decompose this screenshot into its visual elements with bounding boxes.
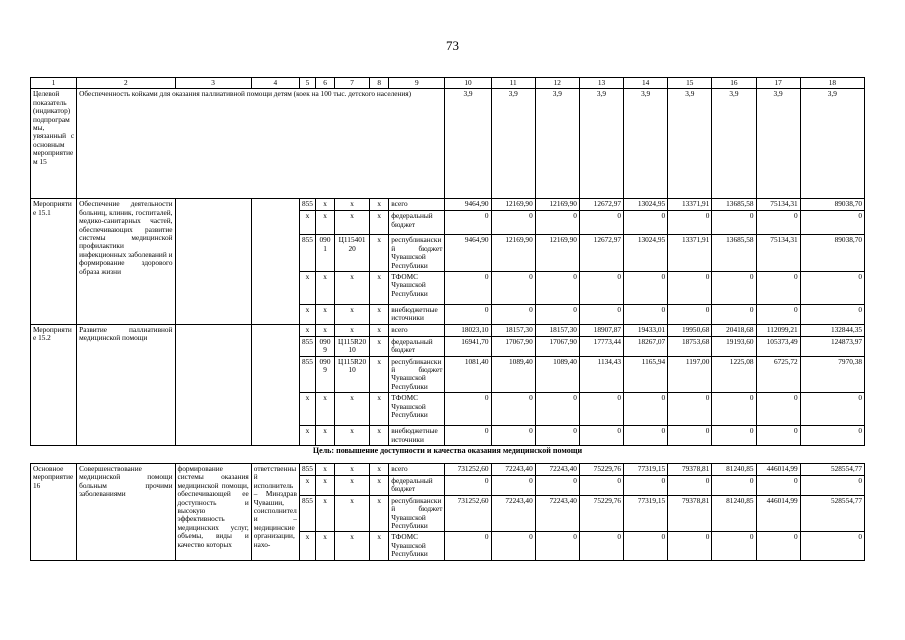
column-number: 16: [712, 78, 756, 89]
value-cell: 13371,91: [668, 199, 712, 211]
value-cell: 0: [445, 305, 491, 325]
value-cell: 1089,40: [491, 356, 535, 393]
value-cell: 0: [756, 305, 800, 325]
value-cell: 0: [579, 532, 623, 560]
column-number: 3: [175, 78, 251, 89]
value-cell: 0: [579, 426, 623, 446]
measure-row: [31, 199, 865, 211]
main-event-row: [31, 464, 865, 476]
value-cell: 18157,30: [535, 324, 579, 336]
value-cell: 0: [712, 476, 756, 496]
value-cell: 1134,43: [579, 356, 623, 393]
indicator-row: [31, 89, 865, 199]
value-cell: 75134,31: [756, 235, 800, 272]
table-cell: x: [370, 356, 389, 393]
table-cell: 855: [299, 235, 315, 272]
value-cell: 0: [800, 393, 864, 426]
value-cell: 72243,40: [491, 464, 535, 476]
indicator-value: 3,9: [800, 89, 864, 199]
indicator-value: 3,9: [624, 89, 668, 199]
table-cell: x: [370, 476, 389, 496]
value-cell: 18157,30: [491, 324, 535, 336]
measure-name: Развитие паллиативной медицинской помощи: [77, 324, 175, 445]
value-cell: 0: [712, 272, 756, 305]
table-cell: x: [299, 211, 315, 235]
table-cell: 0909: [315, 356, 334, 393]
value-cell: 0: [800, 532, 864, 560]
value-cell: 105373,49: [756, 336, 800, 356]
value-cell: 75134,31: [756, 199, 800, 211]
value-cell: 18023,10: [445, 324, 491, 336]
table-cell: x: [370, 235, 389, 272]
value-cell: 12169,90: [535, 199, 579, 211]
value-cell: 13685,58: [712, 235, 756, 272]
value-cell: 17067,90: [491, 336, 535, 356]
table-cell: 0909: [315, 336, 334, 356]
indicator-value: 3,9: [668, 89, 712, 199]
table-cell: 855: [299, 495, 315, 532]
value-cell: 0: [624, 476, 668, 496]
value-cell: 12169,90: [491, 199, 535, 211]
table-cell: 855: [299, 336, 315, 356]
value-cell: 9464,90: [445, 235, 491, 272]
value-cell: 112099,21: [756, 324, 800, 336]
main-event-name: Совершенствование медицинской помощи больным прочими заболеваниями: [77, 464, 175, 561]
value-cell: 0: [668, 393, 712, 426]
value-cell: 0: [535, 476, 579, 496]
table-cell: x: [335, 199, 370, 211]
table-cell: 0901: [315, 235, 334, 272]
value-cell: 0: [491, 426, 535, 446]
value-cell: 1165,94: [624, 356, 668, 393]
value-cell: 79378,81: [668, 464, 712, 476]
table-cell: x: [299, 532, 315, 560]
value-cell: 6725,72: [756, 356, 800, 393]
value-cell: 0: [579, 272, 623, 305]
value-cell: 19433,01: [624, 324, 668, 336]
main-event-responsible: ответственный исполнитель – Минздрав Чувашии, соисполнители – медицинские организации, нахо-: [251, 464, 299, 561]
value-cell: 12672,97: [579, 199, 623, 211]
value-cell: 0: [535, 272, 579, 305]
funding-source: внебюджетные источники: [389, 426, 445, 446]
indicator-value: 3,9: [445, 89, 491, 199]
table-cell: Ц115R20 10: [335, 356, 370, 393]
value-cell: 0: [445, 426, 491, 446]
value-cell: 0: [624, 272, 668, 305]
table-cell: x: [335, 464, 370, 476]
table-cell: x: [370, 324, 389, 336]
value-cell: 0: [756, 393, 800, 426]
value-cell: 0: [491, 476, 535, 496]
column-number: 8: [370, 78, 389, 89]
value-cell: 0: [624, 393, 668, 426]
column-number: 13: [579, 78, 623, 89]
funding-source: ТФОМС Чувашской Республики: [389, 272, 445, 305]
funding-source: республиканский бюджет Чувашской Республики: [389, 495, 445, 532]
table-cell: x: [315, 495, 334, 532]
value-cell: 528554,77: [800, 495, 864, 532]
value-cell: 0: [668, 476, 712, 496]
indicator-value: 3,9: [712, 89, 756, 199]
value-cell: 731252,60: [445, 495, 491, 532]
value-cell: 12169,90: [491, 235, 535, 272]
value-cell: 0: [579, 393, 623, 426]
indicator-value: 3,9: [535, 89, 579, 199]
value-cell: 528554,77: [800, 464, 864, 476]
column-number: 11: [491, 78, 535, 89]
value-cell: 81240,85: [712, 495, 756, 532]
responsible-cell: [175, 324, 251, 445]
funding-source: всего: [389, 464, 445, 476]
table-cell: x: [335, 324, 370, 336]
funding-source: всего: [389, 324, 445, 336]
table-cell: x: [370, 532, 389, 560]
funding-source: ТФОМС Чувашской Республики: [389, 393, 445, 426]
value-cell: 0: [445, 393, 491, 426]
funding-source: всего: [389, 199, 445, 211]
value-cell: 77319,15: [624, 464, 668, 476]
table-cell: x: [315, 199, 334, 211]
column-number: 9: [389, 78, 445, 89]
indicator-value: 3,9: [756, 89, 800, 199]
column-number: 7: [335, 78, 370, 89]
value-cell: 0: [624, 211, 668, 235]
table-cell: 855: [299, 464, 315, 476]
value-cell: 0: [535, 305, 579, 325]
column-number: 12: [535, 78, 579, 89]
responsible-cell: [175, 199, 251, 324]
value-cell: 0: [624, 426, 668, 446]
value-cell: 446014,99: [756, 495, 800, 532]
table-cell: x: [335, 272, 370, 305]
value-cell: 19950,68: [668, 324, 712, 336]
funding-source: федеральный бюджет: [389, 211, 445, 235]
value-cell: 0: [491, 393, 535, 426]
value-cell: 18907,87: [579, 324, 623, 336]
column-number-row: [31, 78, 865, 89]
funding-source: федеральный бюджет: [389, 476, 445, 496]
table-cell: x: [315, 272, 334, 305]
value-cell: 0: [445, 211, 491, 235]
value-cell: 72243,40: [535, 495, 579, 532]
value-cell: 12672,97: [579, 235, 623, 272]
value-cell: 18267,07: [624, 336, 668, 356]
value-cell: 0: [756, 272, 800, 305]
value-cell: 1197,00: [668, 356, 712, 393]
value-cell: 0: [712, 393, 756, 426]
value-cell: 0: [491, 532, 535, 560]
value-cell: 17067,90: [535, 336, 579, 356]
measure-label: Мероприятие 15.1: [31, 199, 77, 324]
value-cell: 0: [579, 211, 623, 235]
table-cell: x: [315, 426, 334, 446]
value-cell: 0: [535, 393, 579, 426]
value-cell: 79378,81: [668, 495, 712, 532]
value-cell: 7970,38: [800, 356, 864, 393]
table-cell: x: [299, 272, 315, 305]
funding-source: ТФОМС Чувашской Республики: [389, 532, 445, 560]
value-cell: 0: [668, 532, 712, 560]
program-table: [30, 77, 865, 446]
value-cell: 0: [579, 476, 623, 496]
table-cell: x: [370, 464, 389, 476]
value-cell: 13685,58: [712, 199, 756, 211]
measure-label: Мероприятие 15.2: [31, 324, 77, 445]
value-cell: 0: [535, 426, 579, 446]
value-cell: 19193,60: [712, 336, 756, 356]
value-cell: 0: [800, 272, 864, 305]
value-cell: 75229,76: [579, 464, 623, 476]
value-cell: 0: [756, 426, 800, 446]
value-cell: 0: [712, 532, 756, 560]
table-cell: Ц115R20 10: [335, 336, 370, 356]
value-cell: 0: [668, 426, 712, 446]
indicator-text: Обеспеченность койками для оказания паллиативной помощи детям (коек на 100 тыс. детского населения): [77, 89, 445, 199]
measure-name: Обеспечение деятельности больниц, клиник, госпиталей, медико-санитарных частей, обеспечивающих развитие системы медицинской профилактики инфекционных заболеваний и формирование здорового образа жизни: [77, 199, 175, 324]
value-cell: 81240,85: [712, 464, 756, 476]
main-event-task: формирование системы оказания медицинской помощи, обеспечивающей ее доступность и высокую эффективность медицинских услуг, объемы, виды и качество которых: [175, 464, 251, 561]
value-cell: 0: [535, 211, 579, 235]
table-cell: x: [335, 211, 370, 235]
column-number: 15: [668, 78, 712, 89]
value-cell: 17773,44: [579, 336, 623, 356]
value-cell: 72243,40: [535, 464, 579, 476]
indicator-value: 3,9: [491, 89, 535, 199]
task-cell: [251, 324, 299, 445]
value-cell: 0: [491, 305, 535, 325]
goal-heading: Цель: повышение доступности и качества оказания медицинской помощи: [312, 446, 583, 455]
column-number: 2: [77, 78, 175, 89]
table-cell: x: [299, 476, 315, 496]
indicator-value: 3,9: [579, 89, 623, 199]
value-cell: 13371,91: [668, 235, 712, 272]
value-cell: 1089,40: [535, 356, 579, 393]
value-cell: 9464,90: [445, 199, 491, 211]
value-cell: 0: [800, 426, 864, 446]
funding-source: федеральный бюджет: [389, 336, 445, 356]
table-cell: x: [335, 305, 370, 325]
table-cell: x: [315, 211, 334, 235]
table-cell: x: [335, 532, 370, 560]
column-number: 17: [756, 78, 800, 89]
table-cell: x: [370, 305, 389, 325]
value-cell: 0: [712, 305, 756, 325]
column-number: 6: [315, 78, 334, 89]
table-cell: x: [370, 211, 389, 235]
value-cell: 0: [756, 532, 800, 560]
table-cell: x: [299, 393, 315, 426]
table-cell: x: [370, 495, 389, 532]
table-cell: x: [370, 393, 389, 426]
value-cell: 0: [712, 211, 756, 235]
table-cell: x: [299, 305, 315, 325]
column-number: 14: [624, 78, 668, 89]
table-cell: x: [370, 199, 389, 211]
table-cell: x: [315, 476, 334, 496]
table-cell: x: [299, 426, 315, 446]
table-cell: 855: [299, 356, 315, 393]
table-cell: x: [315, 305, 334, 325]
value-cell: 0: [579, 305, 623, 325]
value-cell: 0: [756, 476, 800, 496]
table-cell: x: [315, 464, 334, 476]
indicator-label: Целевой показатель (индикатор) подпрограммы, увязанный с основным мероприятием 15: [31, 89, 77, 199]
measure-row: [31, 324, 865, 336]
value-cell: 0: [800, 211, 864, 235]
table-cell: x: [299, 324, 315, 336]
value-cell: 0: [445, 476, 491, 496]
value-cell: 0: [624, 532, 668, 560]
value-cell: 0: [445, 272, 491, 305]
value-cell: 1225,08: [712, 356, 756, 393]
page-number: 73: [446, 38, 459, 53]
value-cell: 20418,68: [712, 324, 756, 336]
table-cell: x: [370, 272, 389, 305]
value-cell: 18753,68: [668, 336, 712, 356]
table-cell: x: [335, 495, 370, 532]
value-cell: 0: [800, 305, 864, 325]
table-cell: 855: [299, 199, 315, 211]
table-cell: x: [315, 532, 334, 560]
value-cell: 16941,70: [445, 336, 491, 356]
value-cell: 75229,76: [579, 495, 623, 532]
table-cell: x: [315, 324, 334, 336]
value-cell: 446014,99: [756, 464, 800, 476]
value-cell: 0: [668, 272, 712, 305]
value-cell: 0: [712, 426, 756, 446]
value-cell: 0: [756, 211, 800, 235]
value-cell: 1081,40: [445, 356, 491, 393]
column-number: 10: [445, 78, 491, 89]
table-cell: x: [370, 426, 389, 446]
table-cell: x: [335, 426, 370, 446]
table-cell: Ц115401 20: [335, 235, 370, 272]
funding-source: внебюджетные источники: [389, 305, 445, 325]
value-cell: 77319,15: [624, 495, 668, 532]
column-number: 4: [251, 78, 299, 89]
value-cell: 0: [668, 211, 712, 235]
value-cell: 13024,95: [624, 235, 668, 272]
value-cell: 89038,70: [800, 235, 864, 272]
value-cell: 0: [624, 305, 668, 325]
value-cell: 0: [800, 476, 864, 496]
column-number: 18: [800, 78, 864, 89]
value-cell: 132844,35: [800, 324, 864, 336]
value-cell: 72243,40: [491, 495, 535, 532]
funding-source: республиканский бюджет Чувашской Республики: [389, 235, 445, 272]
table-cell: x: [335, 476, 370, 496]
column-number: 1: [31, 78, 77, 89]
value-cell: 89038,70: [800, 199, 864, 211]
main-event-label: Основное мероприятие 16: [31, 464, 77, 561]
value-cell: 0: [535, 532, 579, 560]
table-cell: x: [370, 336, 389, 356]
task-cell: [251, 199, 299, 324]
value-cell: 12169,90: [535, 235, 579, 272]
main-event-table: [30, 463, 865, 561]
funding-source: республиканский бюджет Чувашской Республики: [389, 356, 445, 393]
value-cell: 13024,95: [624, 199, 668, 211]
table-cell: x: [315, 393, 334, 426]
value-cell: 0: [668, 305, 712, 325]
value-cell: 0: [491, 211, 535, 235]
value-cell: 124873,97: [800, 336, 864, 356]
column-number: 5: [299, 78, 315, 89]
value-cell: 0: [445, 532, 491, 560]
value-cell: 731252,60: [445, 464, 491, 476]
value-cell: 0: [491, 272, 535, 305]
table-cell: x: [335, 393, 370, 426]
